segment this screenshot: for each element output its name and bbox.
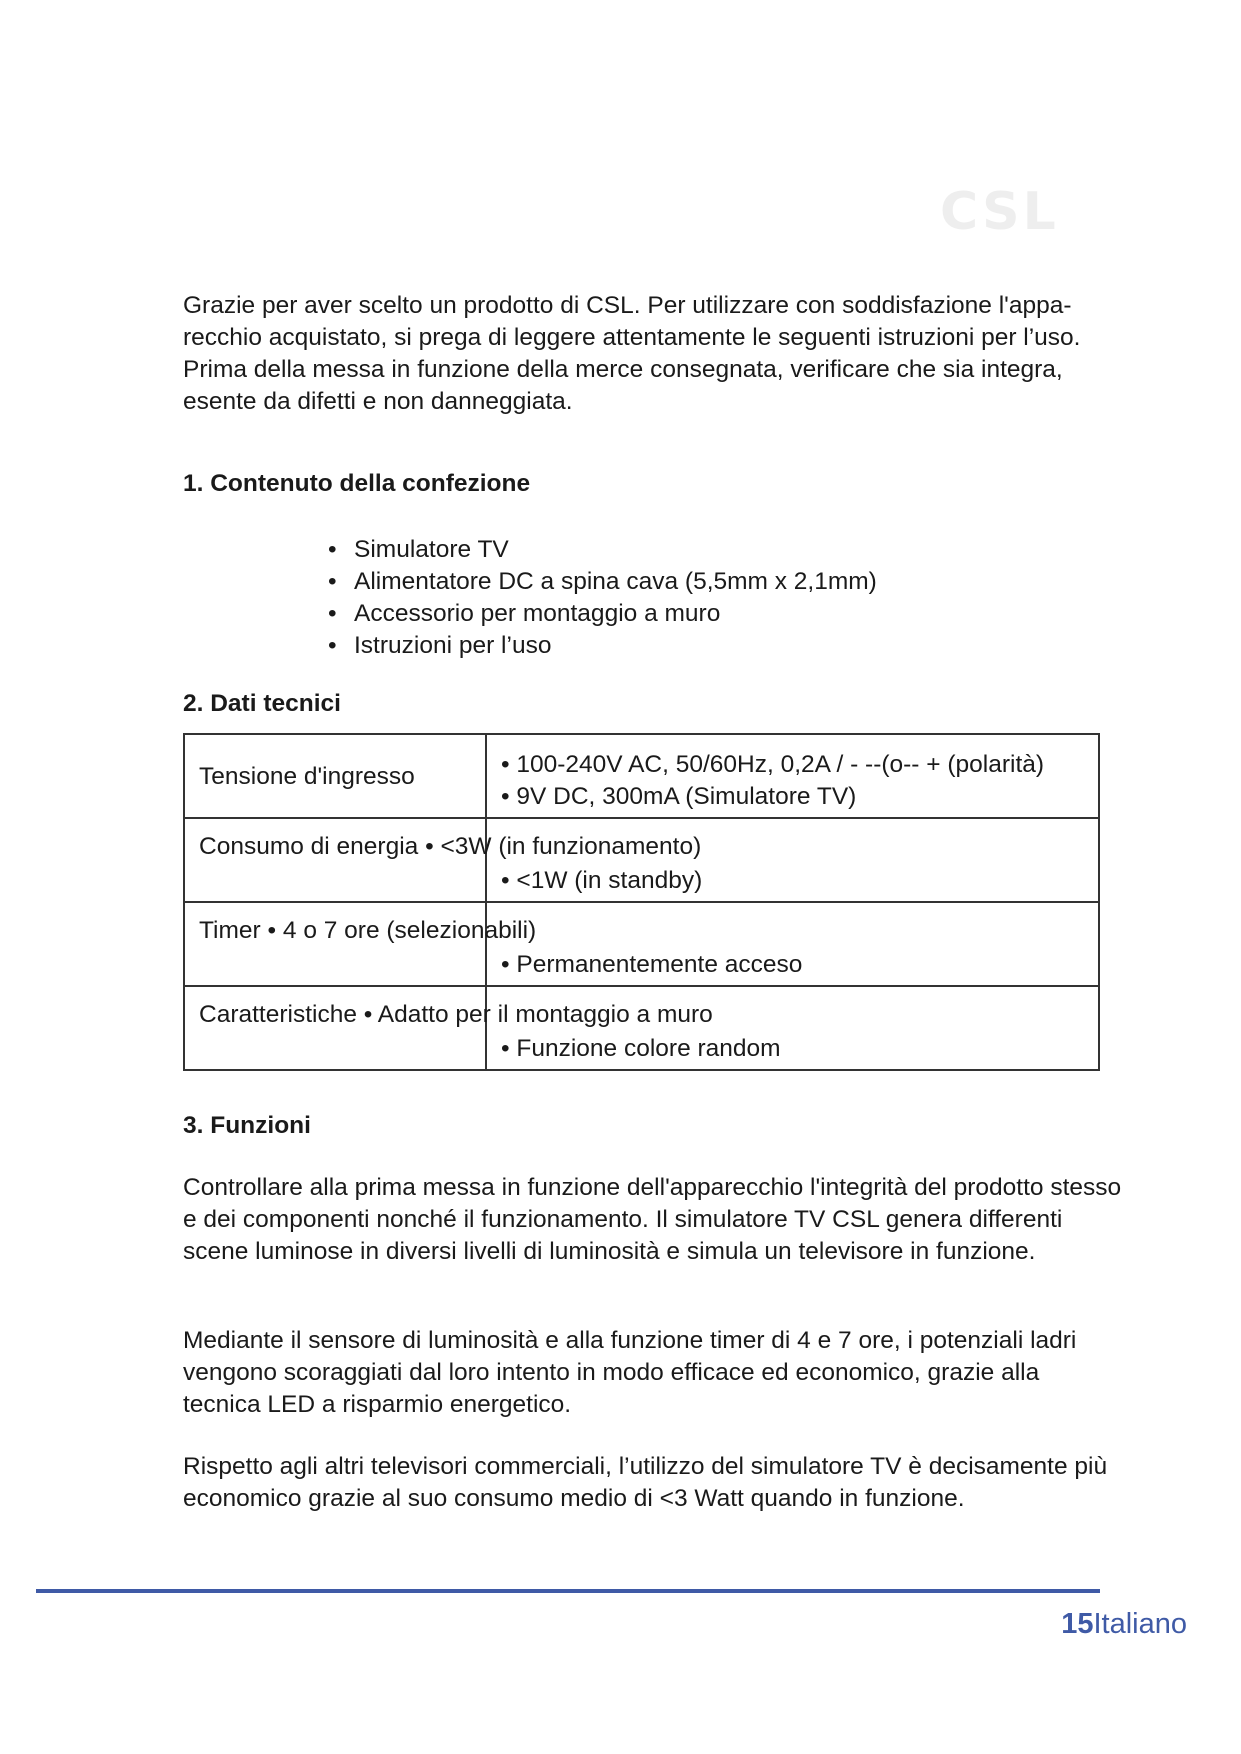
page-footer — [1061, 1608, 1187, 1641]
specs-table — [183, 733, 1100, 1071]
functions-paragraph: Controllare alla prima messa in funzione dell'apparecchio l'integrità del prodotto stesso e dei componenti nonché il funzionamento. Il simulatore TV CSL genera differenti scene luminose in diversi livelli di luminosità e simula un televisore in funzione. — [183, 1174, 1122, 1265]
list-item: • Alimentatore DC a spina cava (5,5mm x 2,1mm) — [328, 566, 877, 598]
spec-value: • 100-240V AC, 50/60Hz, 0,2A / - --(o-- + (polarità) — [501, 751, 1045, 778]
spec-label: Caratteristiche • Adatto per il montaggio a muro — [199, 1001, 713, 1028]
spec-value-cell — [486, 734, 1099, 818]
table-row — [184, 986, 1099, 1070]
spec-value: • Funzione colore random — [501, 1035, 781, 1062]
table-row — [184, 734, 1099, 818]
csl-logo-watermark: CSL — [940, 182, 1059, 242]
spec-label: Timer • 4 o 7 ore (selezionabili) — [199, 917, 537, 944]
spec-value: • 9V DC, 300mA (Simulatore TV) — [501, 783, 857, 810]
language-label: Italiano — [1093, 1608, 1187, 1640]
list-item: • Istruzioni per l’uso — [328, 630, 877, 662]
section1-heading: 1. Contenuto della confezione — [183, 470, 531, 497]
spec-label-cell — [184, 902, 537, 986]
list-item: • Accessorio per montaggio a muro — [328, 598, 877, 630]
list-item: • Simulatore TV — [328, 534, 877, 566]
functions-paragraph: Rispetto agli altri televisori commerciali, l’utilizzo del simulatore TV è decisamente più economico grazie al suo consumo medio di <3 Watt quando in funzione. — [183, 1453, 1108, 1512]
spec-label: Consumo di energia • <3W (in funzionamento) — [199, 833, 702, 860]
table-row — [184, 818, 1099, 902]
spec-value-cell — [486, 902, 1099, 986]
section2-heading: 2. Dati tecnici — [183, 690, 341, 717]
table-row — [184, 902, 1099, 986]
spec-label: Tensione d'ingresso — [199, 763, 415, 790]
package-contents-list — [328, 534, 877, 662]
spec-value: • Permanentemente acceso — [501, 951, 803, 978]
spec-label-cell — [184, 734, 486, 818]
section3-heading: 3. Funzioni — [183, 1112, 311, 1139]
functions-paragraph: Mediante il sensore di luminosità e alla funzione timer di 4 e 7 ore, i potenziali ladri vengono scoraggiati dal loro intento in modo efficace ed economico, grazie alla tecnica LED a risparmio energetico. — [183, 1327, 1077, 1418]
spec-value: • <1W (in standby) — [501, 867, 703, 894]
page-number: 15 — [1061, 1608, 1094, 1640]
intro-paragraph: Grazie per aver scelto un prodotto di CSL. Per utilizzare con soddisfazione l'appa-recchio acquistato, si prega di leggere attentamente le seguenti istruzioni per l’uso. Prima della messa in funzione della merce consegnata, verificare che sia integra, esente da difetti e non danneggiata. — [183, 292, 1081, 415]
footer-divider — [36, 1589, 1100, 1593]
